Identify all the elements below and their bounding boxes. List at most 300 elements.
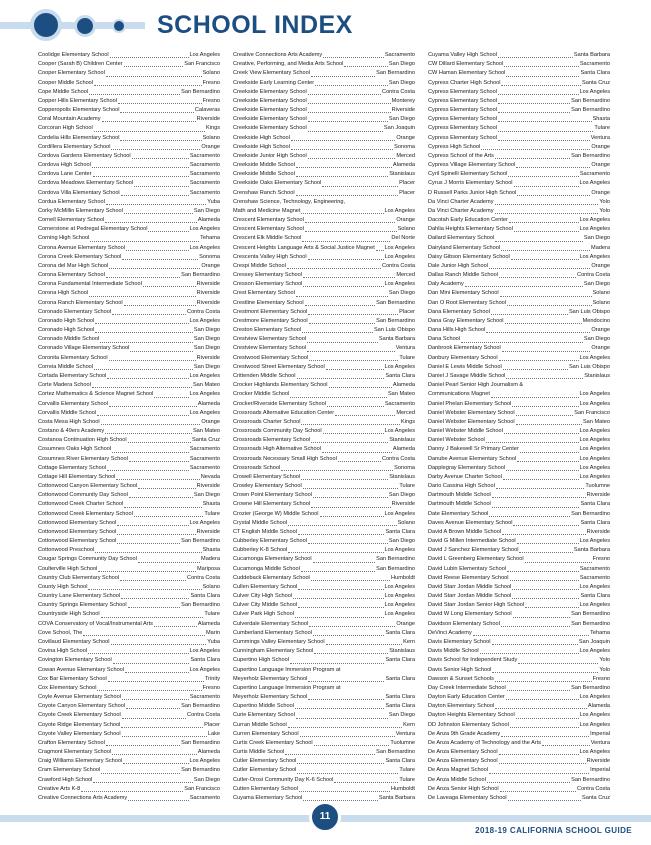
county-name: Los Angeles [384,611,415,618]
county-name: Tehama [590,629,610,636]
dot-leader [106,745,180,746]
school-name: Cypress Elementary School [428,134,498,141]
school-name: Coronado Village Elementary School [38,345,130,352]
county-name: San Diego [193,336,220,343]
index-entry [233,179,415,188]
dot-leader [495,204,599,205]
county-name: Santa Cruz [192,437,220,444]
county-name: Los Angeles [189,373,220,379]
county-name: San Diego [388,61,415,68]
county-name: Orange [591,189,610,196]
county-name: Los Angeles [579,391,610,398]
dot-leader [111,644,207,645]
dot-leader [122,718,186,719]
dot-leader [498,112,570,113]
county-name: Santa Clara [385,675,415,682]
school-name: De Anza Middle School [428,776,486,783]
index-entry [428,583,610,592]
dot-leader [112,754,197,755]
county-name: San Diego [193,207,220,214]
county-name: San Bernardino [571,107,610,114]
dot-leader [501,250,590,251]
dot-leader [296,176,388,177]
county-name: Tulare [399,354,415,361]
dot-leader [297,763,384,764]
dot-leader [507,571,579,572]
dot-leader [504,433,579,434]
school-name: Crestmore Elementary School [233,317,308,324]
dot-leader [125,672,188,673]
dot-leader [89,94,180,95]
school-name: Crossroads Necessary Small High School [233,455,337,462]
index-entry [233,335,415,344]
index-entry [233,225,415,234]
school-name: Cowan Avenue Elementary School [38,666,125,673]
dot-leader [301,571,375,572]
dot-leader [501,85,581,86]
index-entry [38,684,220,693]
school-name: Cooper Elementary School [38,70,105,77]
school-name: Crystal Middle School [233,519,288,526]
county-name: Los Angeles [384,244,415,251]
county-name: Contra Costa [187,308,220,315]
dot-leader [303,488,399,489]
school-name: Corona Elementary School [38,272,105,279]
school-name: D Russell Parks Junior High School [428,189,517,196]
school-name: Creekside High School [233,143,290,150]
index-entry [233,629,415,638]
dot-leader [516,424,582,425]
school-name: Cunningham Elementary School [233,648,314,655]
school-name: Crocker Highlands Elementary School [233,382,328,389]
dot-leader [296,296,388,297]
school-name: Danbury Elementary School [428,354,498,361]
county-name: Los Angeles [579,437,610,444]
county-name: Los Angeles [579,473,610,480]
index-entry [428,565,610,574]
county-name: San Bernardino [571,684,610,691]
county-name: Riverside [196,281,220,288]
index-entry [38,335,220,344]
index-entry [428,280,610,289]
county-name: San Mateo [192,428,220,435]
index-entry [428,794,610,803]
index-entry [38,198,220,207]
index-entry [38,106,220,115]
index-entry [233,253,415,262]
index-entry [233,363,415,372]
index-entry [428,427,610,436]
school-name: Cottonwood Elementary School [38,519,117,526]
dot-leader [92,387,192,388]
school-name: Crossroads High Alternative School [233,446,321,453]
school-name: Craig Williams Elementary School [38,758,123,765]
index-entry [38,179,220,188]
county-name: Madera [591,244,610,251]
dot-leader [309,323,376,324]
dot-leader [109,268,200,269]
county-name: Calaveras [194,107,220,114]
index-entry [428,537,610,546]
dot-leader [508,800,581,801]
index-entry [233,693,415,702]
dot-leader [120,112,193,113]
county-name: Los Angeles [384,593,415,600]
school-name: Cyrus J Morris Elementary School [428,180,513,187]
county-name: Santa Clara [385,657,415,664]
county-name: San Joaquin [383,125,415,132]
county-name: San Diego [583,235,610,242]
dot-leader [95,552,201,553]
dot-leader [93,176,189,177]
county-name: Los Angeles [384,602,415,609]
county-name: Riverside [196,290,220,297]
county-name: Yolo [599,666,610,673]
county-name: Santa Clara [385,629,415,636]
school-name: CW Haman Elementary School [428,70,506,77]
county-name: Orange [591,345,610,352]
dot-leader [134,186,189,187]
page-number-badge: 11 [309,801,341,833]
dot-leader [111,149,200,150]
school-name: Crestwood Elementary School [233,354,309,361]
county-name: Tuolumne [390,739,415,746]
school-name: Cupertino Language Immersion Program at [233,666,341,673]
school-name: Dallas Ranch Middle School [428,272,498,279]
county-name: Los Angeles [189,317,220,324]
county-name: Riverside [196,116,220,123]
county-name: Del Norte [391,235,415,242]
school-name: Cumberland Elementary School [233,629,312,636]
index-entry [428,666,610,675]
dot-leader [95,332,193,333]
county-name: San Diego [388,290,415,297]
school-name: Cypress Village Elementary School [428,162,516,169]
school-name: Cucamonga Elementary School [233,556,312,563]
school-name: David Reese Elementary School [428,574,509,581]
index-entry [428,60,610,69]
index-entry [428,216,610,225]
dot-leader [473,635,589,636]
index-entry [428,721,610,730]
school-name: Creative, Performing, and Media Arts School [233,61,344,68]
dot-leader [308,131,383,132]
county-name: Ventura [590,134,610,141]
index-entry [38,97,220,106]
school-name: Davis Senior High School [428,666,492,673]
dot-leader [517,195,590,196]
school-name: Cypress Elementary School [428,116,498,123]
dot-leader [128,442,191,443]
county-name: Shasta [202,501,220,508]
county-name: San Bernardino [571,620,610,627]
county-name: Los Angeles [579,428,610,435]
dot-leader [107,470,189,471]
school-name: Copperopolis Elementary School [38,107,120,114]
dot-leader [138,488,195,489]
school-name: Date Elementary School [428,510,489,517]
dot-leader [518,663,598,664]
dot-leader [311,507,391,508]
county-name: Sacramento [384,51,415,58]
school-name: Da Vinci Charter Academy [428,207,494,214]
county-name: San Diego [193,345,220,352]
dot-leader [323,433,384,434]
school-name: Corona Ranch Elementary School [38,299,123,306]
school-name: Cuyama Elementary School [233,794,303,801]
school-name: Da Vinci Charter Academy [428,198,494,205]
index-entry [233,739,415,748]
dot-leader [123,763,188,764]
dot-leader [314,653,388,654]
county-name: Los Angeles [189,666,220,673]
county-name: Marin [206,629,220,636]
county-name: San Diego [388,712,415,719]
school-name: Crozier (George W) Middle School [233,510,319,517]
school-name: Cragmont Elementary School [38,749,112,756]
county-name: Tulare [399,483,415,490]
county-name: San Bernardino [181,272,220,279]
index-entry [428,519,610,528]
index-entry [428,400,610,409]
county-name: Sacramento [189,152,220,159]
dot-leader [296,718,388,719]
dot-leader [121,195,189,196]
county-name: Orange [201,418,220,425]
school-name: Daisy Gibson Elementary School [428,253,510,260]
dot-leader [94,369,193,370]
county-name: Los Angeles [189,409,220,416]
school-name: Crowley Elementary School [233,483,302,490]
index-entry [233,638,415,647]
index-entry [233,555,415,564]
index-entry [233,730,415,739]
index-entry [428,693,610,702]
dot-leader [506,470,578,471]
dot-leader [297,378,385,379]
county-name: Los Angeles [579,721,610,728]
dot-leader [499,360,579,361]
index-entry [38,170,220,179]
index-entry [233,427,415,436]
index-entry [38,88,220,97]
county-name: San Diego [193,776,220,783]
county-name: Orange [201,262,220,269]
index-entry [428,308,610,317]
school-name: Cope Middle School [38,88,89,95]
index-entry [428,381,610,390]
index-entry [38,418,220,427]
index-entry [233,482,415,491]
dot-leader [499,754,579,755]
index-entry [38,409,220,418]
index-entry [233,88,415,97]
index-entry [38,244,220,253]
school-name: Cypress Elementary School [428,125,498,132]
index-entry [38,555,220,564]
index-entry [428,601,610,610]
county-name: Orange [396,620,415,627]
dot-leader [514,186,579,187]
school-name: Coronado Elementary School [38,308,112,315]
school-name: Cyril Spinelli Elementary School [428,171,508,178]
school-name: Costano & 49ers Academy [38,428,105,435]
dot-leader [481,149,590,150]
dot-leader [94,131,205,132]
dot-leader [293,598,383,599]
school-name: Cypress School of the Arts [428,152,494,159]
county-name: San Mateo [192,382,220,389]
county-name: Alameda [197,217,220,224]
county-name: San Bernardino [376,565,415,572]
dot-leader [329,387,392,388]
index-entry [428,638,610,647]
dot-leader [113,663,190,664]
school-name: Crenshaw Ranch School [233,189,295,196]
index-entry [38,574,220,583]
county-name: Los Angeles [384,281,415,288]
dot-leader [288,552,383,553]
county-name: Trinity [204,675,220,682]
dot-leader [117,543,180,544]
index-entry [38,317,220,326]
dot-leader [495,681,592,682]
school-name: Cottonwood Creek Elementary School [38,510,133,517]
county-name: Los Angeles [579,446,610,453]
index-entry [233,528,415,537]
dot-leader [525,562,592,563]
county-name: Santa Clara [385,758,415,765]
school-name: Country Club Elementary School [38,574,120,581]
county-name: Kings [206,125,220,132]
index-entry [428,88,610,97]
school-name: David Starr Jordan Middle School [428,593,512,600]
index-entry [38,289,220,298]
dot-leader [525,607,578,608]
dot-leader [498,140,590,141]
county-name: Riverside [586,528,610,535]
dot-leader [499,763,586,764]
index-entry [428,299,610,308]
index-entry [428,528,610,537]
dot-leader [128,607,181,608]
county-name: Sacramento [189,162,220,169]
index-column-1 [38,51,220,803]
county-name: Santa Barbara [573,51,610,58]
dot-leader [492,644,578,645]
dot-leader [323,57,384,58]
index-entry [428,253,610,262]
county-name: Santa Barbara [573,547,610,554]
dot-leader [303,800,378,801]
dot-leader [489,268,590,269]
index-entry [38,748,220,757]
dot-leader [122,699,189,700]
index-entry [38,436,220,445]
county-name: San Diego [193,492,220,499]
index-entry [233,280,415,289]
county-name: Contra Costa [187,574,220,581]
county-name: Sacramento [189,171,220,178]
school-name: Crossroads Elementary School [233,437,311,444]
school-name: Creekside Elementary School [233,116,307,123]
county-name: Los Angeles [189,226,220,233]
index-entry [428,317,610,326]
dot-leader [502,534,586,535]
school-name: Daniel Webster Elementary School [428,409,515,416]
county-name: Los Angeles [579,464,610,471]
index-entry [233,262,415,271]
index-entry [38,253,220,262]
dot-leader [296,167,392,168]
school-name: Cordelia Hills Elementary School [38,134,120,141]
school-name: Creekside Oaks Elementary School [233,180,322,187]
school-name: Crestwood Street Elementary School [233,363,325,370]
county-name: San Bernardino [571,510,610,517]
county-name: Los Angeles [579,400,610,407]
index-entry [233,445,415,454]
index-entry [428,225,610,234]
county-name: Solano [592,290,610,297]
dot-leader [308,259,384,260]
school-name: Cosumnes River Elementary School [38,455,128,462]
county-name: Ventura [395,345,415,352]
school-name: Crown Point Elementary School [233,492,312,499]
school-name: Dario Cassina High School [428,483,495,490]
dot-leader [108,681,204,682]
school-name: De Anza Academy of Technology and the Arts [428,739,542,746]
index-entry [428,647,610,656]
index-entry [428,189,610,198]
index-entry [428,776,610,785]
school-name: Costa Mesa High School [38,418,100,425]
index-entry [428,262,610,271]
index-entry [428,610,610,619]
school-name: Cordova Lane Center [38,171,92,178]
school-name: Cottage Hill Elementary School [38,473,116,480]
county-name: Tulare [204,510,220,517]
dot-leader [511,259,579,260]
school-name: Crescent Elk Middle School [233,235,302,242]
school-name: Cosumnes Oaks High School [38,446,112,453]
school-name: David W Long Elementary School [428,611,512,618]
dot-leader [308,543,388,544]
school-name: Dapplegray Elementary School [428,464,506,471]
school-name: Crestview Elementary School [233,345,307,352]
school-name: Cordova Villa Elementary School [38,189,120,196]
dot-leader [489,516,570,517]
index-entry [428,244,610,253]
school-name: Cupertino Middle School [233,703,294,710]
dot-leader [486,442,579,443]
county-name: Yolo [599,198,610,205]
school-name: Coyle Avenue Elementary School [38,694,121,701]
school-name: Creekside Early Learning Center [233,79,315,86]
dot-leader [124,507,201,508]
county-name: Los Angeles [579,226,610,233]
index-entry [233,354,415,363]
index-entry [233,537,415,546]
index-entry [233,418,415,427]
index-entry [233,244,415,253]
dot-leader [102,121,196,122]
dot-leader [491,314,568,315]
dot-leader [519,552,572,553]
county-name: San Luis Obispo [373,327,415,334]
school-name: Daves Avenue Elementary School [428,519,513,526]
index-entry [233,519,415,528]
county-name: Sacramento [189,455,220,462]
